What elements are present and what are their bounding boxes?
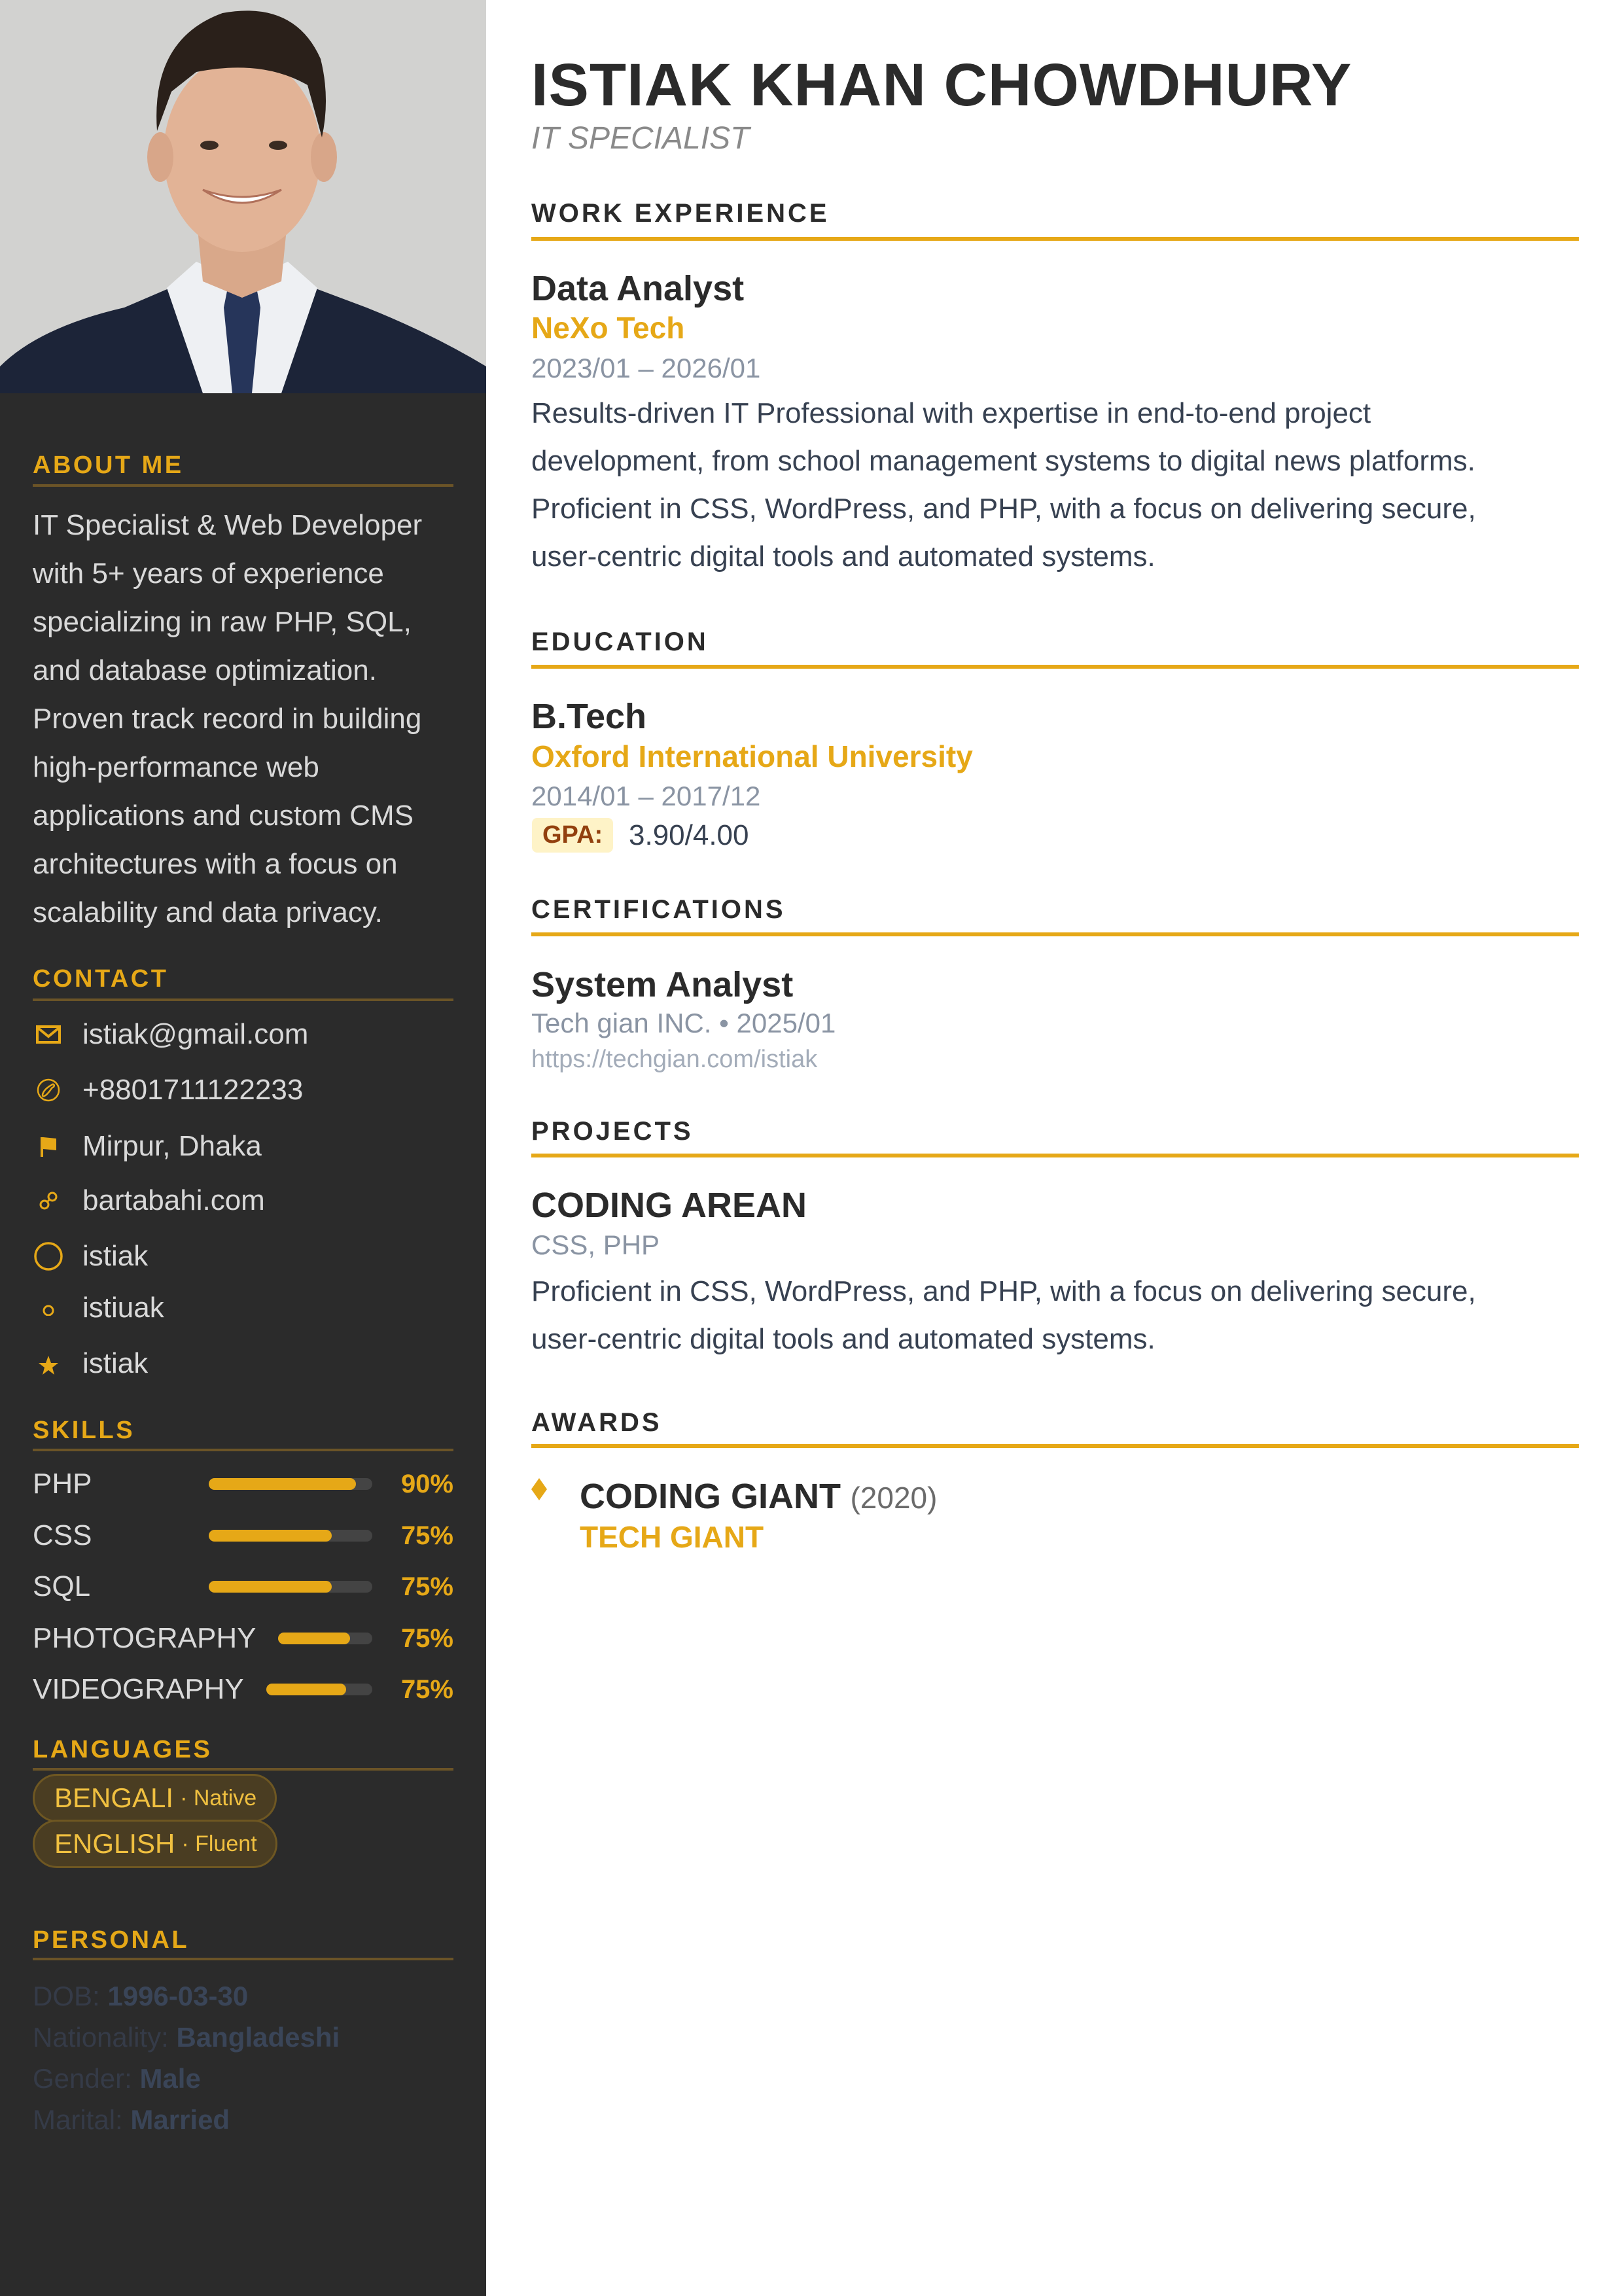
- diamond-bullet-icon: [531, 1478, 547, 1504]
- small-circle-icon: [33, 1292, 64, 1324]
- projects-heading: PROJECTS: [531, 1117, 694, 1146]
- language-pill-bengali: [33, 1774, 277, 1822]
- project-description-line: Proficient in CSS, WordPress, and PHP, with a focus on delivering secure,: [531, 1275, 1476, 1307]
- school: Oxford International University: [531, 739, 973, 773]
- award-name: CODING GIANT: [580, 1477, 841, 1516]
- skill-bar: [209, 1530, 372, 1542]
- envelope-icon: [33, 1019, 64, 1050]
- skill-percent: 75%: [400, 1624, 453, 1653]
- job-description-line: Proficient in CSS, WordPress, and PHP, with a focus on delivering secure,: [531, 493, 1476, 525]
- award-year: (2020): [850, 1481, 938, 1515]
- social-2-text: istiuak: [82, 1292, 164, 1324]
- education-dates: 2014/01 – 2017/12: [531, 781, 761, 811]
- personal-marital: [33, 2106, 230, 2134]
- star-icon: [33, 1348, 64, 1379]
- gpa-value: 3.90/4.00: [629, 819, 749, 851]
- contact-website[interactable]: [33, 1181, 265, 1220]
- skill-name: PHOTOGRAPHY: [33, 1622, 256, 1654]
- project-description: [531, 1267, 1578, 1363]
- candidate-name: ISTIAK KHAN CHOWDHURY: [531, 52, 1352, 118]
- skill-row-sql: [33, 1568, 453, 1605]
- flag-icon: [33, 1131, 64, 1162]
- skill-bar-fill: [209, 1478, 356, 1490]
- languages-divider: [33, 1768, 453, 1771]
- portrait-illustration: [0, 0, 486, 393]
- skill-bar-fill: [209, 1530, 332, 1542]
- job-description-line: user-centric digital tools and automated systems.: [531, 540, 1155, 573]
- skill-bar: [266, 1684, 372, 1695]
- awards-divider: [531, 1444, 1579, 1448]
- project-name: CODING AREAN: [531, 1186, 807, 1225]
- job-dates: 2023/01 – 2026/01: [531, 353, 761, 383]
- contact-social-3[interactable]: [33, 1344, 148, 1383]
- main-content: [486, 0, 1622, 2296]
- skill-name: PHP: [33, 1468, 92, 1500]
- contact-phone[interactable]: [33, 1070, 303, 1110]
- certification-name: System Analyst: [531, 965, 794, 1004]
- skills-heading: SKILLS: [33, 1417, 135, 1444]
- job-description-line: development, from school management systems to digital news platforms.: [531, 445, 1475, 477]
- projects-divider: [531, 1154, 1579, 1157]
- languages-heading: LANGUAGES: [33, 1736, 213, 1763]
- nationality-value: Bangladeshi: [176, 2022, 340, 2053]
- dob-label: DOB:: [33, 1981, 100, 2011]
- phone-icon: [33, 1074, 64, 1106]
- email-text: istiak@gmail.com: [82, 1018, 309, 1050]
- language-level: · Fluent: [181, 1831, 257, 1856]
- skill-percent: 75%: [400, 1572, 453, 1601]
- contact-social-2[interactable]: [33, 1288, 164, 1328]
- language-name: ENGLISH: [54, 1828, 175, 1859]
- skill-bar: [209, 1581, 372, 1593]
- website-text: bartabahi.com: [82, 1184, 265, 1216]
- about-heading: ABOUT ME: [33, 451, 184, 479]
- project-description-line: user-centric digital tools and automated systems.: [531, 1323, 1155, 1355]
- certifications-divider: [531, 932, 1579, 936]
- certifications-heading: CERTIFICATIONS: [531, 895, 786, 924]
- social-1-text: istiak: [82, 1240, 149, 1272]
- gpa-badge: GPA:: [532, 818, 613, 853]
- certification-url[interactable]: https://techgian.com/istiak: [531, 1046, 818, 1073]
- circle-icon: [33, 1241, 64, 1272]
- about-text: IT Specialist & Web Developer with 5+ years of experience specializing in raw PHP, SQL, and database optimization. Proven track record in building high-performance web applications and custom CMS architectures with a focus on scalability and data privacy.: [33, 509, 423, 928]
- project-tech: CSS, PHP: [531, 1229, 660, 1260]
- skill-percent: 75%: [400, 1521, 453, 1550]
- skill-row-videography: [33, 1671, 453, 1708]
- sidebar: [0, 0, 486, 2296]
- personal-gender: [33, 2065, 201, 2093]
- skill-percent: 75%: [400, 1675, 453, 1704]
- skill-bar-fill: [266, 1684, 346, 1695]
- contact-divider: [33, 998, 453, 1001]
- certification-issuer-date: Tech gian INC. • 2025/01: [531, 1008, 836, 1038]
- skill-name: SQL: [33, 1570, 91, 1602]
- awards-heading: AWARDS: [531, 1408, 662, 1437]
- profile-photo: [0, 0, 486, 393]
- skill-name: VIDEOGRAPHY: [33, 1673, 244, 1705]
- marital-label: Marital:: [33, 2104, 123, 2135]
- personal-nationality: [33, 2024, 340, 2051]
- skill-bar: [209, 1478, 372, 1490]
- language-pill-english: [33, 1820, 277, 1868]
- award-issuer: TECH GIANT: [580, 1520, 764, 1554]
- skill-row-css: [33, 1517, 453, 1554]
- link-icon: [33, 1185, 64, 1216]
- personal-heading: PERSONAL: [33, 1926, 190, 1954]
- skill-bar: [278, 1633, 372, 1644]
- skill-row-php: [33, 1466, 453, 1502]
- education-divider: [531, 665, 1579, 669]
- language-level: · Native: [180, 1785, 257, 1810]
- skills-divider: [33, 1449, 453, 1451]
- job-role: Data Analyst: [531, 269, 745, 308]
- skill-bar-fill: [209, 1581, 332, 1593]
- job-description-line: Results-driven IT Professional with expertise in end-to-end project: [531, 397, 1371, 429]
- skill-row-photography: [33, 1620, 453, 1657]
- candidate-title: IT SPECIALIST: [531, 121, 750, 156]
- award-title: [580, 1479, 937, 1514]
- skill-bar-fill: [278, 1633, 350, 1644]
- skill-percent: 90%: [400, 1470, 453, 1498]
- education-heading: EDUCATION: [531, 627, 709, 656]
- contact-social-1[interactable]: [33, 1237, 148, 1276]
- job-company: NeXo Tech: [531, 311, 685, 345]
- experience-divider: [531, 237, 1579, 241]
- nationality-label: Nationality:: [33, 2022, 169, 2053]
- skill-name: CSS: [33, 1519, 92, 1551]
- gender-value: Male: [139, 2063, 201, 2094]
- contact-email[interactable]: [33, 1015, 308, 1054]
- personal-divider: [33, 1958, 453, 1960]
- job-description: [531, 389, 1578, 580]
- gender-label: Gender:: [33, 2063, 132, 2094]
- language-name: BENGALI: [54, 1782, 174, 1813]
- phone-text: +8801711122233: [82, 1074, 304, 1106]
- personal-dob: [33, 1983, 248, 2010]
- dob-value: 1996-03-30: [107, 1981, 249, 2011]
- marital-value: Married: [130, 2104, 230, 2135]
- about-divider: [33, 484, 453, 487]
- contact-heading: CONTACT: [33, 965, 169, 993]
- contact-location[interactable]: [33, 1127, 262, 1166]
- experience-heading: WORK EXPERIENCE: [531, 199, 830, 228]
- social-3-text: istiak: [82, 1347, 149, 1379]
- degree: B.Tech: [531, 697, 647, 736]
- location-text: Mirpur, Dhaka: [82, 1130, 262, 1162]
